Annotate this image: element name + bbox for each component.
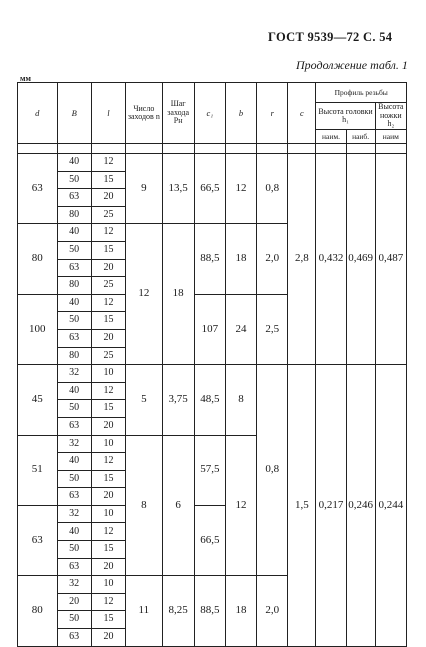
cell-B: 63 xyxy=(57,488,91,506)
cell-l: 15 xyxy=(91,171,125,189)
col-lead: Шаг захода Pн xyxy=(162,83,194,144)
cell-l: 10 xyxy=(91,435,125,453)
cell-h2-bottom: 0,244 xyxy=(375,365,406,647)
cell-lead: 18 xyxy=(162,224,194,365)
col-head-height: Высота головки h₁ xyxy=(316,103,375,130)
cell-B: 63 xyxy=(57,558,91,576)
cell-b: 12 xyxy=(225,154,256,224)
table-body xyxy=(18,144,407,647)
cell-l: 12 xyxy=(91,294,125,312)
cell-l: 10 xyxy=(91,505,125,523)
col-leg-height: Высота ножки h₂ xyxy=(375,103,406,130)
cell-r: 0,8 xyxy=(257,154,288,224)
cell-B: 40 xyxy=(57,154,91,172)
cell-h2-top: 0,487 xyxy=(375,154,406,365)
cell-B: 32 xyxy=(57,505,91,523)
cell-r: 2,0 xyxy=(257,224,288,294)
cell-b: 18 xyxy=(225,576,256,646)
cell-b: 18 xyxy=(225,224,256,294)
cell-l: 12 xyxy=(91,523,125,541)
col-c1: c₁ xyxy=(194,83,225,144)
cell-B: 40 xyxy=(57,523,91,541)
col-r: r xyxy=(257,83,288,144)
col-l: l xyxy=(91,83,125,144)
cell-l: 20 xyxy=(91,629,125,647)
cell-B: 50 xyxy=(57,171,91,189)
cell-l: 10 xyxy=(91,576,125,594)
cell-B: 50 xyxy=(57,611,91,629)
cell-lead: 8,25 xyxy=(162,576,194,646)
cell-B: 50 xyxy=(57,312,91,330)
cell-c1: 57,5 xyxy=(194,435,225,505)
cell-l: 15 xyxy=(91,400,125,418)
cell-l: 20 xyxy=(91,189,125,207)
cell-l: 12 xyxy=(91,382,125,400)
cell-l: 15 xyxy=(91,611,125,629)
continuation-caption: Продолжение табл. 1 xyxy=(296,58,408,72)
cell-c1: 88,5 xyxy=(194,576,225,646)
cell-l: 20 xyxy=(91,488,125,506)
cell-B: 20 xyxy=(57,593,91,611)
cell-l: 25 xyxy=(91,206,125,224)
cell-c1: 66,5 xyxy=(194,505,225,575)
cell-B: 63 xyxy=(57,259,91,277)
cell-l: 20 xyxy=(91,329,125,347)
cell-B: 50 xyxy=(57,470,91,488)
cell-B: 40 xyxy=(57,294,91,312)
cell-c-bottom: 1,5 xyxy=(288,365,316,647)
cell-starts: 9 xyxy=(126,154,162,224)
unit-label: мм xyxy=(20,74,31,83)
cell-c-top: 2,8 xyxy=(288,154,316,365)
cell-l: 20 xyxy=(91,417,125,435)
cell-l: 15 xyxy=(91,470,125,488)
col-h1-max: наиб. xyxy=(346,130,375,144)
cell-B: 50 xyxy=(57,541,91,559)
cell-d: 80 xyxy=(18,224,58,294)
cell-B: 40 xyxy=(57,382,91,400)
cell-h1max-bottom: 0,246 xyxy=(346,365,375,647)
dimensions-table xyxy=(17,82,407,647)
cell-l: 12 xyxy=(91,224,125,242)
cell-l: 15 xyxy=(91,541,125,559)
cell-d: 63 xyxy=(18,505,58,575)
cell-starts: 5 xyxy=(126,365,162,435)
cell-l: 15 xyxy=(91,241,125,259)
cell-l: 12 xyxy=(91,453,125,471)
table-row xyxy=(18,144,407,154)
cell-starts: 12 xyxy=(126,224,162,365)
col-B: B xyxy=(57,83,91,144)
cell-lead: 6 xyxy=(162,435,194,576)
cell-B: 63 xyxy=(57,417,91,435)
cell-B: 40 xyxy=(57,224,91,242)
cell-l: 12 xyxy=(91,593,125,611)
cell-B: 32 xyxy=(57,435,91,453)
cell-B: 80 xyxy=(57,206,91,224)
standard-code: ГОСТ 9539—72 С. 54 xyxy=(268,30,393,44)
cell-d: 51 xyxy=(18,435,58,505)
cell-r: 2,0 xyxy=(257,576,288,646)
cell-h1min-bottom: 0,217 xyxy=(316,365,346,647)
cell-l: 15 xyxy=(91,312,125,330)
cell-r: 2,5 xyxy=(257,294,288,364)
cell-h1max-top: 0,469 xyxy=(346,154,375,365)
cell-b: 24 xyxy=(225,294,256,364)
cell-B: 80 xyxy=(57,277,91,295)
col-h1-min: наим. xyxy=(316,130,346,144)
cell-B: 32 xyxy=(57,576,91,594)
cell-c1: 66,5 xyxy=(194,154,225,224)
cell-lead: 13,5 xyxy=(162,154,194,224)
col-h2-min: наим xyxy=(375,130,406,144)
cell-c1: 107 xyxy=(194,294,225,364)
col-thread-profile: Профиль резьбы xyxy=(316,83,407,103)
cell-B: 50 xyxy=(57,400,91,418)
cell-b: 12 xyxy=(225,435,256,576)
cell-d: 63 xyxy=(18,154,58,224)
col-starts: Число заходов n xyxy=(126,83,162,144)
cell-B: 50 xyxy=(57,241,91,259)
cell-d: 45 xyxy=(18,365,58,435)
col-b: b xyxy=(225,83,256,144)
col-c: c xyxy=(288,83,316,144)
cell-lead: 3,75 xyxy=(162,365,194,435)
cell-l: 25 xyxy=(91,277,125,295)
cell-B: 63 xyxy=(57,629,91,647)
cell-c1: 88,5 xyxy=(194,224,225,294)
table-row xyxy=(18,154,407,172)
cell-l: 10 xyxy=(91,365,125,383)
cell-B: 32 xyxy=(57,365,91,383)
table-row xyxy=(18,365,407,383)
cell-c1: 48,5 xyxy=(194,365,225,435)
cell-r: 0,8 xyxy=(257,365,288,576)
cell-starts: 11 xyxy=(126,576,162,646)
cell-b: 8 xyxy=(225,365,256,435)
cell-l: 25 xyxy=(91,347,125,365)
cell-B: 63 xyxy=(57,329,91,347)
cell-l: 20 xyxy=(91,259,125,277)
cell-starts: 8 xyxy=(126,435,162,576)
cell-d: 100 xyxy=(18,294,58,364)
cell-l: 20 xyxy=(91,558,125,576)
col-d: d xyxy=(18,83,58,144)
cell-B: 63 xyxy=(57,189,91,207)
cell-h1min-top: 0,432 xyxy=(316,154,346,365)
cell-l: 12 xyxy=(91,154,125,172)
cell-B: 40 xyxy=(57,453,91,471)
cell-d: 80 xyxy=(18,576,58,646)
cell-B: 80 xyxy=(57,347,91,365)
